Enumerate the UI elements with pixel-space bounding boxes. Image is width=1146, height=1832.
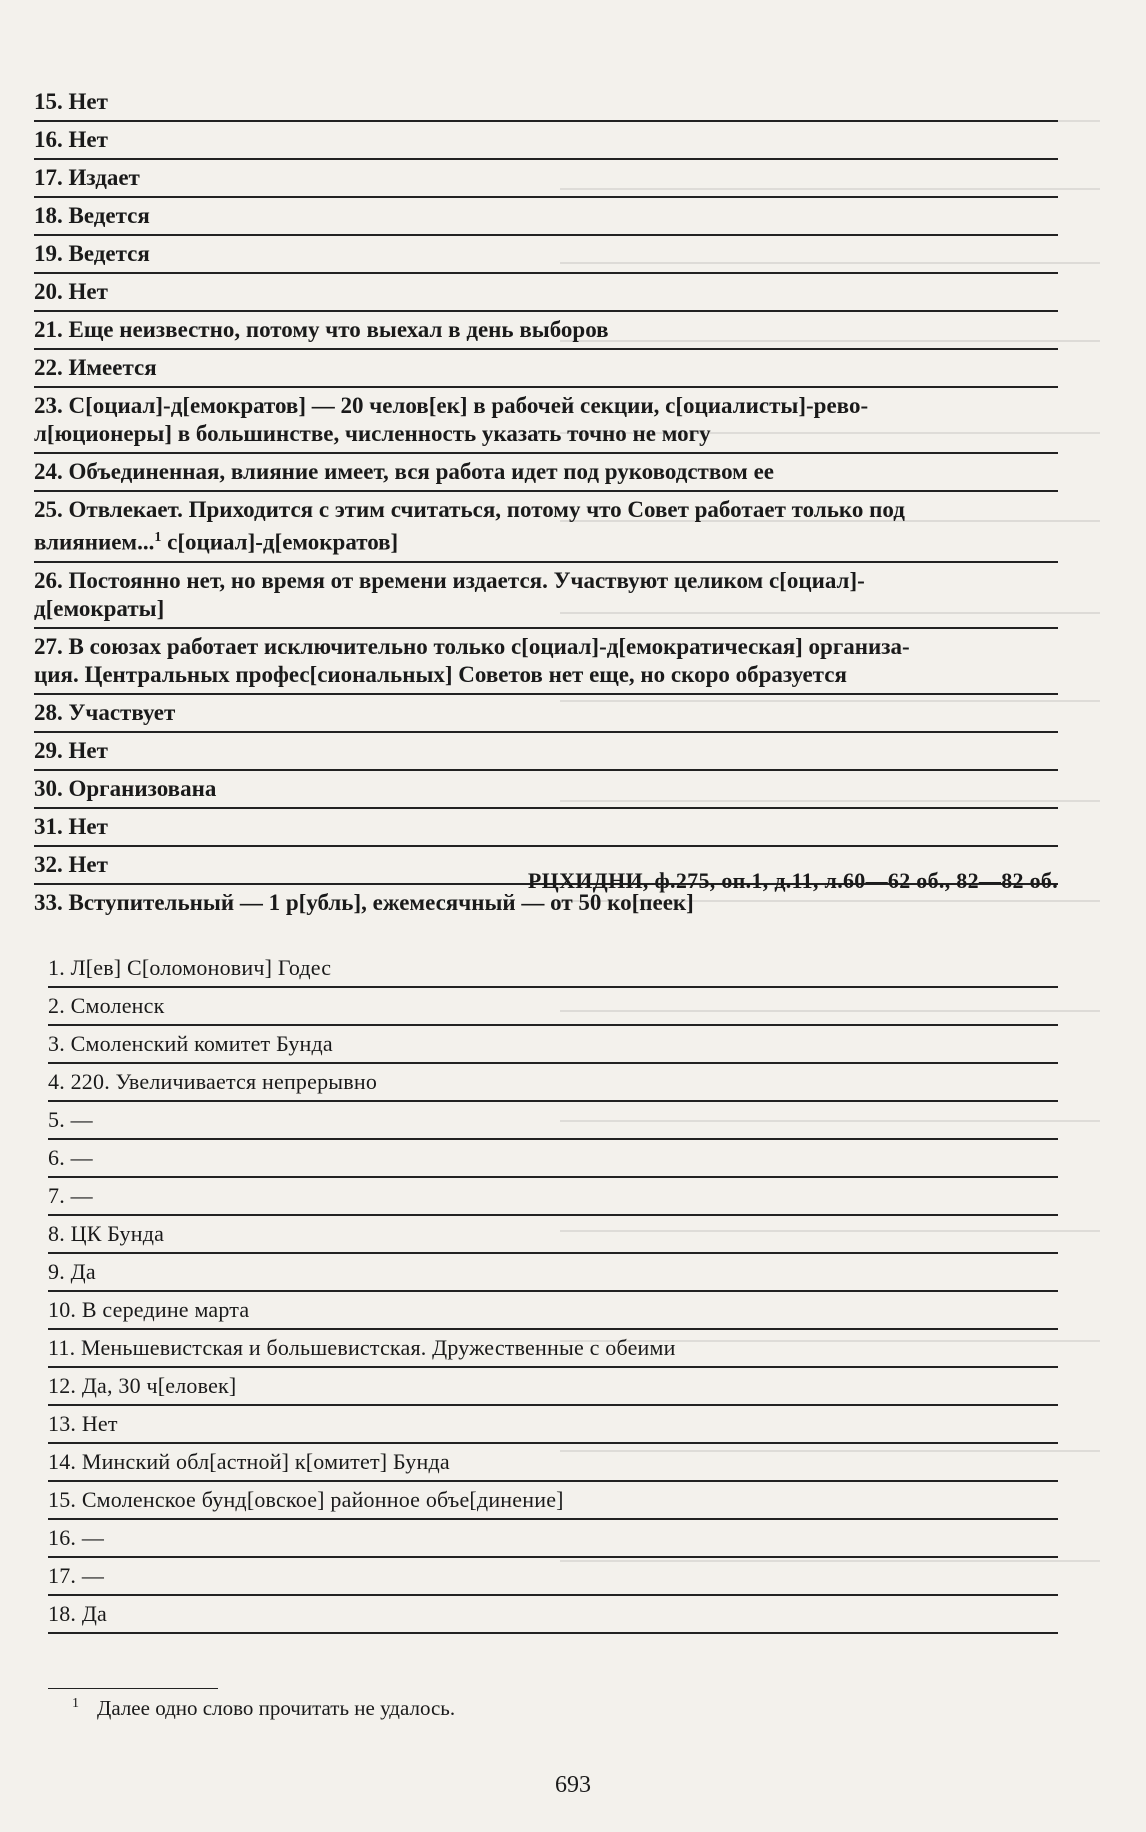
footnote-text: Далее одно слово прочитать не удалось.	[97, 1696, 456, 1720]
answer-row: 28. Участвует	[34, 695, 1058, 733]
answer-row: 3. Смоленский комитет Бунда	[48, 1026, 1058, 1064]
answer-row: 27. В союзах работает исключительно только с[оциал]-д[емократическая] организа- ция. Центральных профес[сиональных] Советов нет еще, но скоро образуется	[34, 629, 1058, 695]
answer-row: 29. Нет	[34, 733, 1058, 771]
answer-row: 32. Нет	[34, 847, 1058, 885]
answer-row: 23. С[оциал]-д[емократов] — 20 челов[ек] в рабочей секции, с[оциалисты]-рево- л[юционеры] в большинстве, численность указать точно не могу	[34, 388, 1058, 454]
page-number: 693	[555, 1772, 591, 1798]
answer-row: 7. —	[48, 1178, 1058, 1216]
answer-row: 30. Организована	[34, 771, 1058, 809]
answer-row: 19. Ведется	[34, 236, 1058, 274]
answer-row: 12. Да, 30 ч[еловек]	[48, 1368, 1058, 1406]
answer-row: 24. Объединенная, влияние имеет, вся работа идет под руководством ее	[34, 454, 1058, 492]
answer-row: 15. Нет	[34, 84, 1058, 122]
answer-row: 16. Нет	[34, 122, 1058, 160]
answer-row: 1. Л[ев] С[оломонович] Годес	[48, 950, 1058, 988]
answer-row: 26. Постоянно нет, но время от времени издается. Участвуют целиком с[оциал]- д[емократы]	[34, 563, 1058, 629]
answer-row: 31. Нет	[34, 809, 1058, 847]
answer-row: 17. Издает	[34, 160, 1058, 198]
answer-row: 16. —	[48, 1520, 1058, 1558]
answer-row: 21. Еще неизвестно, потому что выехал в день выборов	[34, 312, 1058, 350]
answer-row: 22. Имеется	[34, 350, 1058, 388]
footnote-number: 1	[72, 1696, 79, 1711]
footnote-marker: 1	[154, 530, 162, 545]
answer-row: 13. Нет	[48, 1406, 1058, 1444]
questionnaire-answers-1	[34, 84, 1058, 921]
answer-row: 33. Вступительный — 1 р[убль], ежемесячный — от 50 ко[пеек]	[34, 889, 694, 915]
answer-row: 18. Ведется	[34, 198, 1058, 236]
answer-row: 8. ЦК Бунда	[48, 1216, 1058, 1254]
answer-row: 11. Меньшевистская и большевистская. Дружественные с обеими	[48, 1330, 1058, 1368]
footnote	[72, 1696, 455, 1721]
answer-row: 15. Смоленское бунд[овское] районное объе[динение]	[48, 1482, 1058, 1520]
answer-row: 6. —	[48, 1140, 1058, 1178]
answer-row: 20. Нет	[34, 274, 1058, 312]
answer-row: 2. Смоленск	[48, 988, 1058, 1026]
answer-row: 18. Да	[48, 1596, 1058, 1634]
answer-row: 10. В середине марта	[48, 1292, 1058, 1330]
answer-row: 5. —	[48, 1102, 1058, 1140]
answer-row: 14. Минский обл[астной] к[омитет] Бунда	[48, 1444, 1058, 1482]
questionnaire-answers-2	[48, 950, 1058, 1634]
footnote-rule	[48, 1688, 218, 1689]
archive-source-reference: РЦХИДНИ, ф.275, оп.1, д.11, л.60—62 об., 82—82 об.	[527, 868, 1058, 893]
answer-row: 17. —	[48, 1558, 1058, 1596]
answer-row: 25. Отвлекает. Приходится с этим считаться, потому что Совет работает только под влиянием...$^1$ с[оциал]-д[емократов]	[34, 492, 1058, 563]
answer-row: 4. 220. Увеличивается непрерывно	[48, 1064, 1058, 1102]
answer-row: 9. Да	[48, 1254, 1058, 1292]
